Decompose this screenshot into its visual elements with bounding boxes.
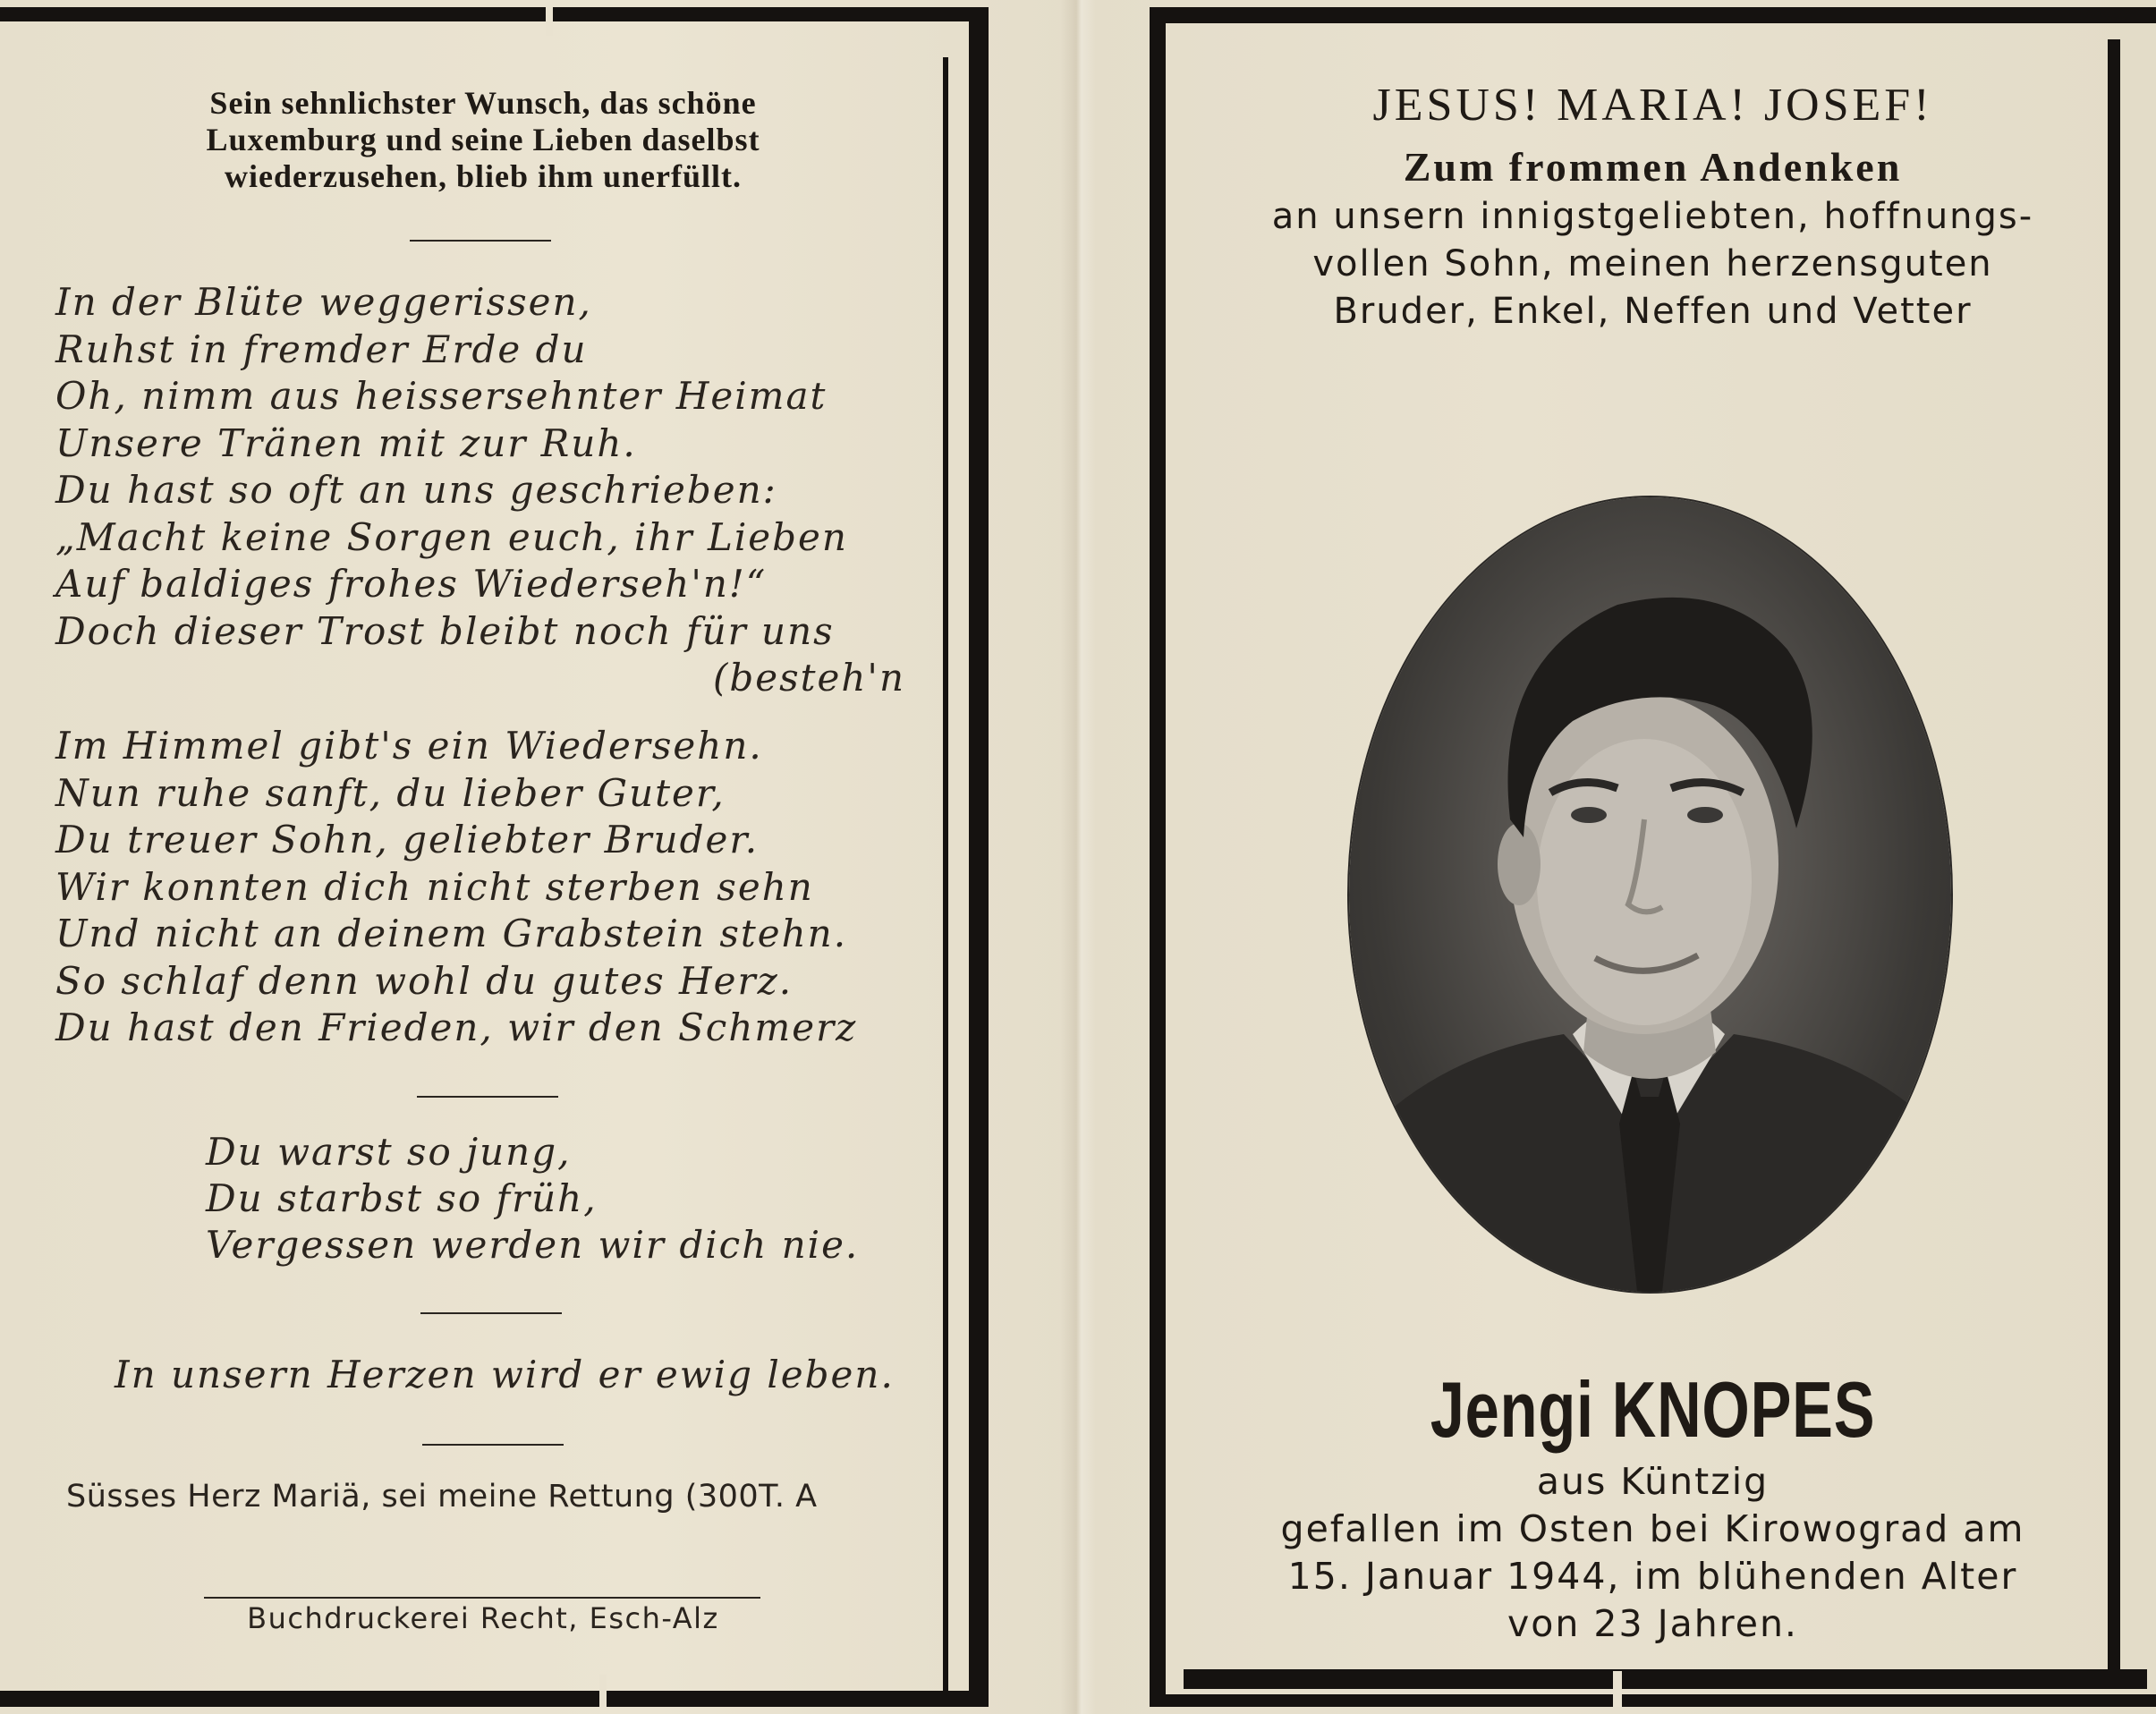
printer-rule [204,1597,760,1599]
detail-line: aus Küntzig [1536,1460,1770,1503]
portrait-illustration [1349,497,1951,1292]
prayer-line: Süsses Herz Mariä, sei meine Rettung (300T. A [66,1479,818,1515]
wish-text [98,85,868,195]
poem-line: In der Blüte weggerissen, [55,280,592,324]
portrait-photo [1349,497,1951,1292]
poem-line: Ruhst in fremder Erde du [55,327,588,371]
border-gap [599,1675,607,1707]
left-mourning-border [943,57,948,1694]
border-gap [546,7,553,36]
wish-line: Luxemburg und seine Lieben daselbst [206,122,760,157]
hearts-line: In unsern Herzen wird er ewig leben. [115,1353,895,1396]
deceased-name: Jengi KNOPES [1430,1365,1876,1454]
divider-rule [420,1312,562,1314]
poem-line: Im Himmel gibt's ein Wiedersehn. [55,724,763,768]
poem-stanza-2 [55,723,932,1052]
detail-line: gefallen im Osten bei Kirowograd am [1280,1507,2025,1550]
poem-line: Du warst so jung, [206,1130,572,1174]
border-gap [1613,1671,1622,1707]
invocation: JESUS! MARIA! JOSEF! [1372,80,1933,131]
poem-line: Vergessen werden wir dich nie. [206,1223,860,1267]
poem-line: „Macht keine Sorgen euch, ihr Lieben [55,514,848,559]
poem-line: Auf baldiges frohes Wiederseh'n!“ [55,562,768,606]
poem-line: Du hast den Frieden, wir den Schmerz [55,1005,858,1049]
divider-rule [422,1444,564,1446]
poem-line: Du treuer Sohn, geliebter Bruder. [55,818,760,861]
short-poem [206,1129,921,1269]
wish-line: wiederzusehen, blieb ihm unerfüllt. [224,158,742,194]
wish-line: Sein sehnlichster Wunsch, das schöne [209,85,757,121]
poem-line: Oh, nimm aus heissersehnter Heimat [55,374,828,418]
dedication-line: Bruder, Enkel, Neffen und Vetter [1333,291,1973,332]
death-details [1190,1458,2116,1648]
dedication-text [1190,193,2116,335]
bottom-mourning-border [1184,1669,2147,1689]
dedication-line: vollen Sohn, meinen herzensguten [1312,243,1993,284]
printer-imprint: Buchdruckerei Recht, Esch-Alz [247,1601,719,1635]
andenken-heading: Zum frommen Andenken [1403,144,1903,190]
divider-rule [417,1096,558,1098]
poem-line: Wir konnten dich nicht sterben sehn [55,864,814,909]
dedication-line: an unsern innigstgeliebten, hoffnungs- [1271,196,2034,237]
poem-line: Du hast so oft an uns geschrieben: [55,468,777,512]
poem-line: Du starbst so früh, [206,1176,598,1220]
poem-line: (besteh'n [712,656,905,700]
poem-line: Und nicht an deinem Grabstein stehn. [55,912,848,955]
card-fold [1060,0,1096,1714]
detail-line: von 23 Jahren. [1507,1602,1798,1645]
divider-rule [410,240,551,242]
poem-stanza-1 [55,279,932,702]
detail-line: 15. Januar 1944, im blühenden Alter [1287,1555,2018,1598]
poem-line: Doch dieser Trost bleibt noch für uns [55,608,835,653]
poem-line: So schlaf denn wohl du gutes Herz. [55,958,794,1003]
poem-line: Nun ruhe sanft, du lieber Guter, [55,770,726,815]
poem-line: Unsere Tränen mit zur Ruh. [55,420,637,465]
